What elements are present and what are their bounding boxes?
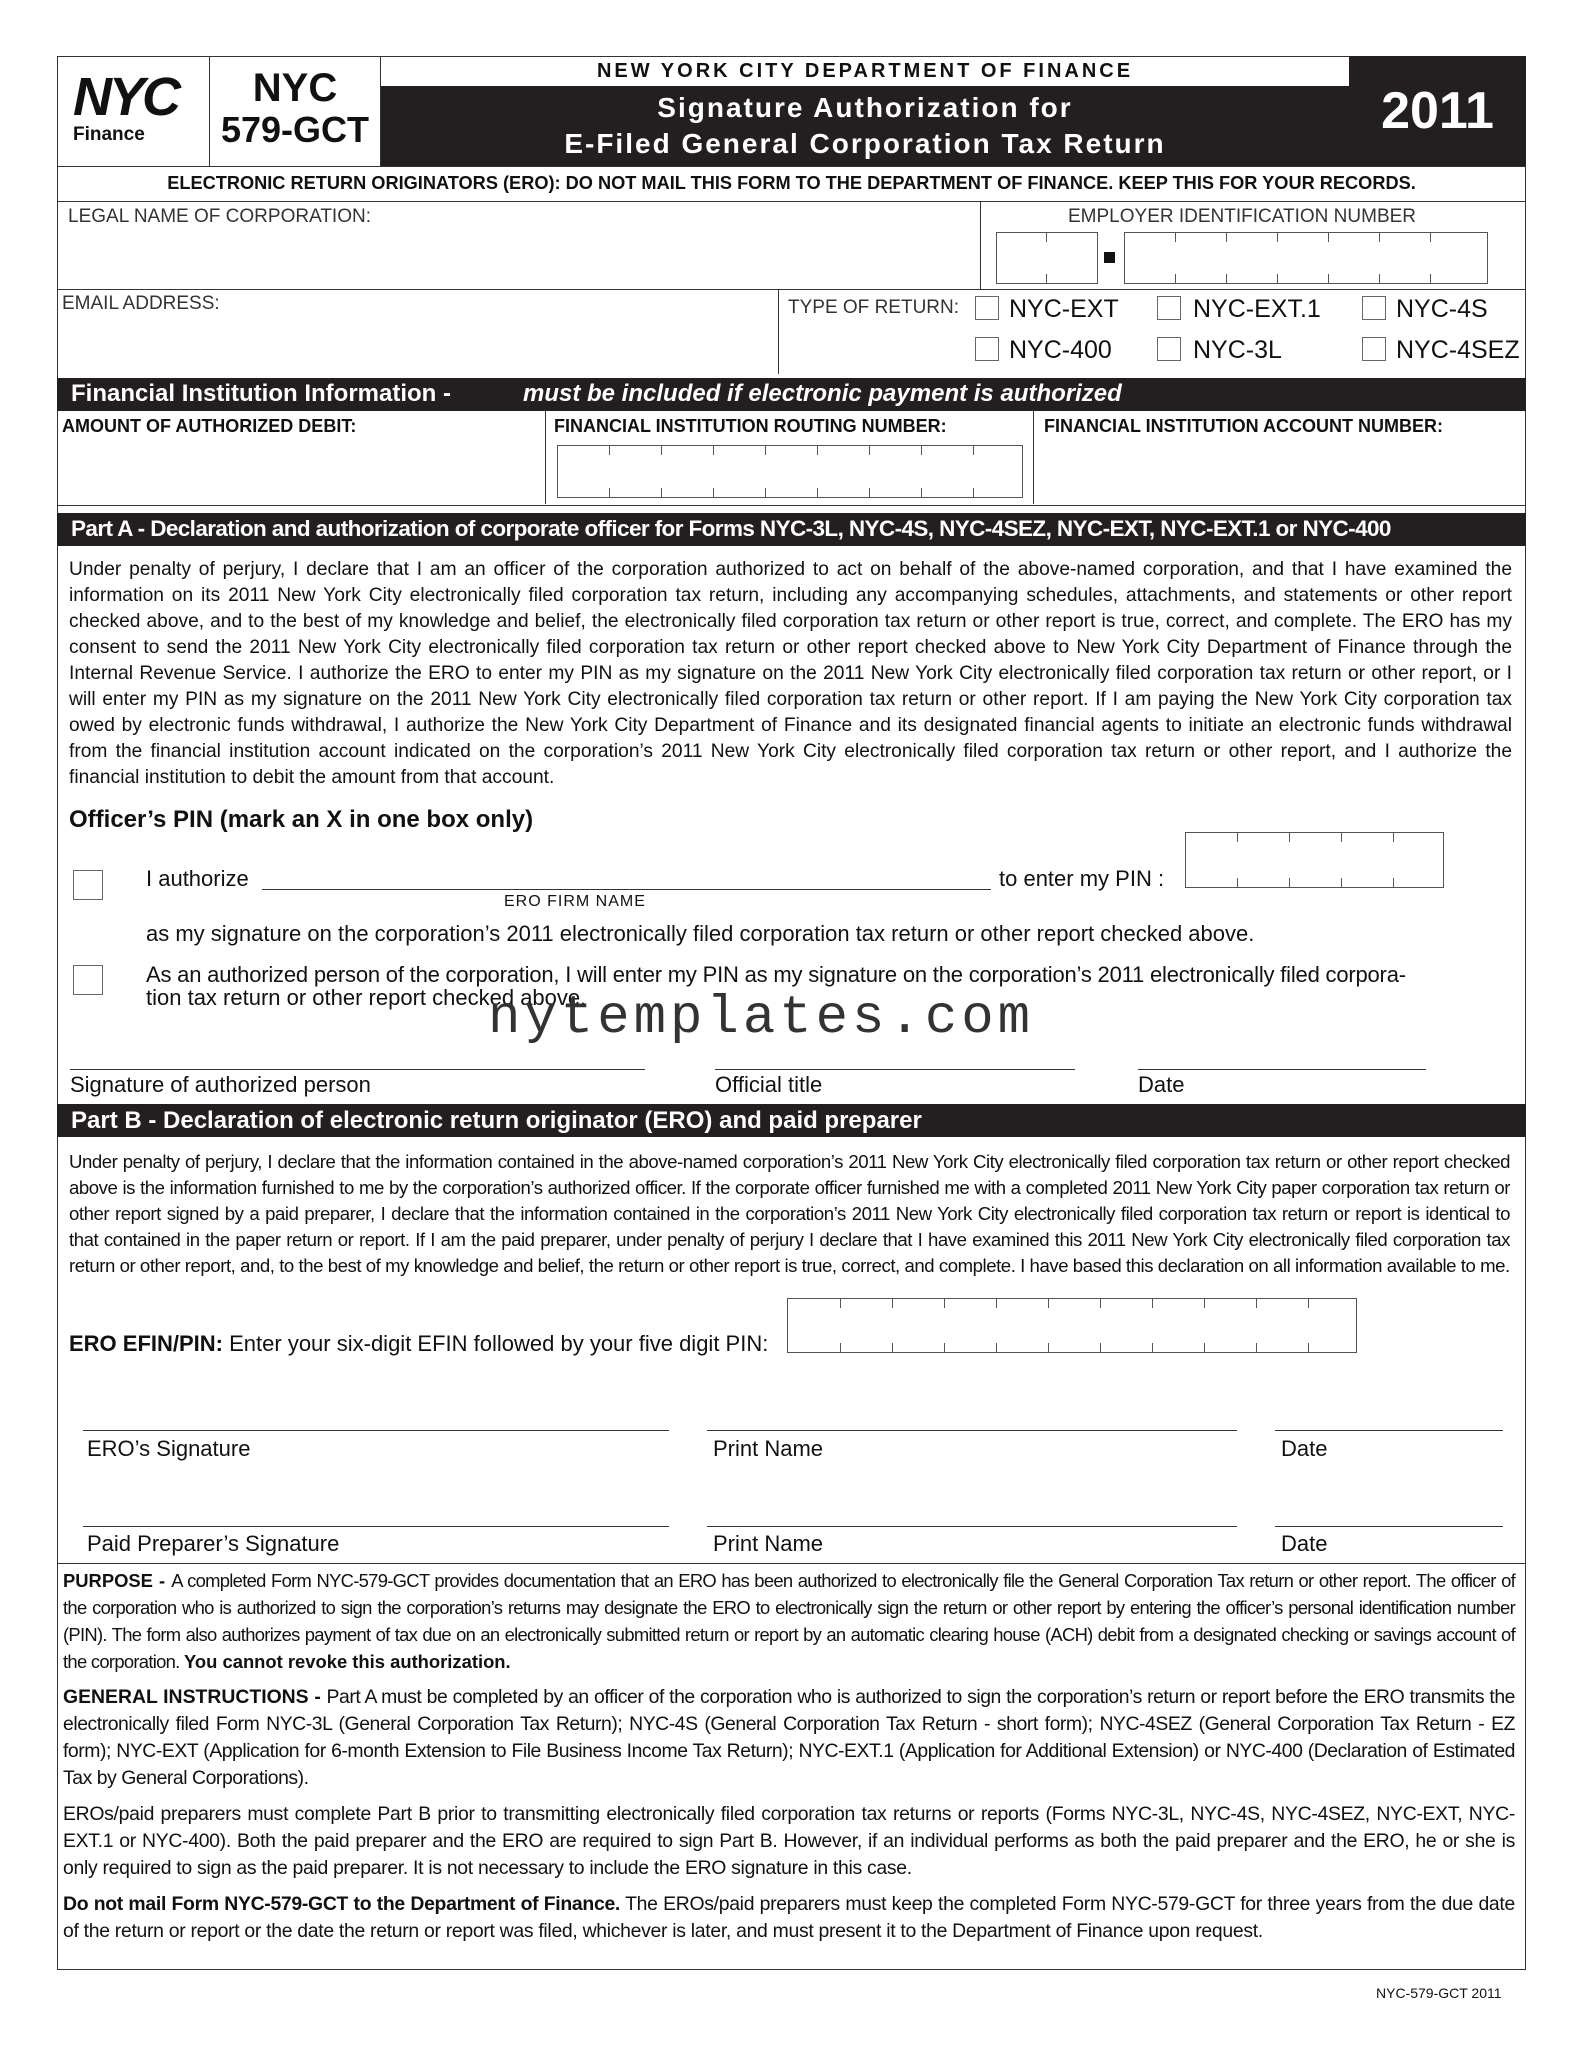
- routing-number-input[interactable]: [557, 445, 1023, 498]
- ero-print-name-line[interactable]: [707, 1430, 1237, 1431]
- officer-date-label: Date: [1138, 1072, 1185, 1097]
- purpose-no-revoke: You cannot revoke this authorization.: [184, 1651, 511, 1672]
- general-instructions-heading: GENERAL INSTRUCTIONS -: [63, 1686, 327, 1708]
- account-label: FINANCIAL INSTITUTION ACCOUNT NUMBER:: [1044, 416, 1443, 436]
- type-nyc-3l: NYC-3L: [1193, 336, 1282, 364]
- checkbox-nyc-4sez[interactable]: [1362, 337, 1386, 361]
- form-title-line1: Signature Authorization for: [657, 92, 1073, 123]
- form-title-band: [381, 86, 1349, 166]
- footer-form-id: NYC-579-GCT 2011: [1376, 1985, 1502, 2001]
- officer-signature-label: Signature of authorized person: [70, 1072, 371, 1097]
- account-field[interactable]: [1044, 444, 1514, 496]
- type-nyc-4sez: NYC-4SEZ: [1396, 336, 1520, 364]
- self-enter-line2: tion tax return or other report checked above.: [146, 985, 587, 1010]
- checkbox-nyc-3l[interactable]: [1157, 337, 1181, 361]
- logo-sub: Finance: [73, 124, 145, 145]
- type-of-return-label: TYPE OF RETURN:: [788, 297, 960, 318]
- ero-print-name-label: Print Name: [713, 1436, 824, 1461]
- form-year-box: [1349, 56, 1526, 166]
- type-nyc-400: NYC-400: [1009, 336, 1112, 364]
- ein-suffix-input[interactable]: [1124, 232, 1488, 284]
- efin-pin-input[interactable]: [787, 1298, 1357, 1353]
- email-field[interactable]: [62, 318, 762, 368]
- part-b-declaration: Under penalty of perjury, I declare that the information contained in the above-named corporation’s 2011 New York City electronically filed corporation tax return or other report checked above is the information furnished to me by the corporation’s authorized officer. If the corporate officer furnished me with a completed 2011 New York City paper corporation tax return or other report signed by a paid preparer, I declare that the information contained in the corporation’s 2011 New York City electronically filed corporation tax return or report is identical to that contained in the paper return or report. If I am the paid preparer, under penalty of perjury I declare that I have examined this 2011 New York City electronically filed corporation tax return or other report, and, to the best of my knowledge and belief, the return or other report is true, correct, and complete. I have based this declaration on all information available to me.: [69, 1151, 1510, 1276]
- purpose-text: A completed Form NYC-579-GCT provides documentation that an ERO has been authorized to electronically file the General Corporation Tax return or other report. The officer of the corporation who is authorized to sign the corporation’s returns may designate the ERO to electronically sign the return or other report by entering the officer’s personal identification number (PIN). The form also authorizes payment of tax due on an electronically submitted return or report by an automatic clearing house (ACH) debit from a designated checking or savings account of the corporation.: [63, 1570, 1516, 1672]
- self-enter-line1: As an authorized person of the corporation, I will enter my PIN as my signature on the corporation’s 2011 electronically filed corpora-: [146, 962, 1406, 987]
- preparer-signature-label: Paid Preparer’s Signature: [87, 1531, 340, 1556]
- general-instructions-paragraph: [63, 1684, 1515, 1792]
- checkbox-nyc-400[interactable]: [975, 337, 999, 361]
- routing-label: FINANCIAL INSTITUTION ROUTING NUMBER:: [554, 416, 947, 436]
- official-title-label: Official title: [715, 1072, 823, 1097]
- preparer-signature-line[interactable]: [83, 1526, 669, 1527]
- ero-firm-name-line[interactable]: [262, 889, 991, 890]
- financial-institution-heading: [57, 378, 1526, 411]
- ein-separator: [1104, 252, 1115, 263]
- part-a-declaration: Under penalty of perjury, I declare that I am an officer of the corporation authorized to act on behalf of the above-named corporation, and that I have examined the information on its 2011 New York City electronically filed corporation tax return, including any accompanying schedules, attachments, and statements or other report checked above, and to the best of my knowledge and belief, the electronically filed corporation tax return or other report is true, correct, and complete. The ERO has my consent to send the 2011 New York City electronically filed corporation tax return or other report checked above to New York City Department of Finance through the Internal Revenue Service. I authorize the ERO to enter my PIN as my signature on the 2011 New York City electronically filed corporation tax return or other report, or I will enter my PIN as my signature on the 2011 New York City electronically filed corporation tax return or other report. If I am paying the New York City corporation tax owed by electronic funds withdrawal, I authorize the New York City Department of Finance and its designated financial agents to initiate an electronic funds withdrawal from the financial institution account indicated on the corporation’s 2011 New York City electronically filed corporation tax return or other report, and I authorize the financial institution to debit the amount from that account.: [69, 559, 1512, 788]
- ero-date-label: Date: [1281, 1436, 1328, 1461]
- form-year: 2011: [1381, 82, 1494, 140]
- type-nyc-ext1: NYC-EXT.1: [1193, 295, 1321, 323]
- officer-signature-line[interactable]: [70, 1069, 645, 1070]
- preparer-print-name-line[interactable]: [707, 1526, 1237, 1527]
- official-title-line[interactable]: [715, 1069, 1075, 1070]
- amount-field[interactable]: [62, 444, 532, 496]
- part-a-heading: [57, 513, 1526, 546]
- purpose-heading: PURPOSE -: [63, 1570, 172, 1591]
- checkbox-nyc-ext1[interactable]: [1157, 296, 1181, 320]
- form-number-line2: 579-GCT: [220, 109, 370, 150]
- form-number-line1: NYC: [252, 66, 338, 110]
- form-title-line2: E-Filed General Corporation Tax Return: [564, 128, 1166, 159]
- checkbox-self-enter-pin[interactable]: [73, 965, 103, 995]
- preparer-print-name-label: Print Name: [713, 1531, 824, 1556]
- checkbox-nyc-4s[interactable]: [1362, 296, 1386, 320]
- ero-date-line[interactable]: [1275, 1430, 1503, 1431]
- checkbox-authorize-ero[interactable]: [73, 870, 103, 900]
- efin-pin-label: [69, 1331, 768, 1357]
- ero-signature-line[interactable]: [83, 1430, 669, 1431]
- efin-pin-bold: ERO EFIN/PIN:: [69, 1331, 224, 1356]
- legal-name-field[interactable]: [62, 230, 972, 284]
- checkbox-nyc-ext[interactable]: [975, 296, 999, 320]
- financial-heading-note: must be included if electronic payment is authorized: [523, 380, 1122, 407]
- financial-heading-main: Financial Institution Information -: [71, 380, 458, 407]
- efin-pin-text: Enter your six-digit EFIN followed by your five digit PIN:: [223, 1331, 769, 1356]
- type-nyc-4s: NYC-4S: [1396, 295, 1488, 323]
- department-name: NEW YORK CITY DEPARTMENT OF FINANCE: [596, 60, 1134, 82]
- ein-label: EMPLOYER IDENTIFICATION NUMBER: [1068, 206, 1417, 227]
- ein-prefix-input[interactable]: [996, 232, 1098, 284]
- watermark: nytemplates.com: [488, 988, 1035, 1049]
- form-number: [210, 56, 381, 166]
- do-not-mail-heading: Do not mail Form NYC-579-GCT to the Department of Finance.: [63, 1893, 621, 1915]
- eros-text: EROs/paid preparers must complete Part B prior to transmitting electronically filed corporation tax returns or reports (Forms NYC-3L, NYC-4S, NYC-4SEZ, NYC-EXT, NYC-EXT.1 or NYC-400). Both the paid preparer and the ERO are required to sign Part B. However, if an individual performs as both the paid preparer and the ERO, he or she is only required to sign as the paid preparer. It is not necessary to include the ERO signature in this case.: [63, 1803, 1515, 1879]
- part-a-heading-text: Part A - Declaration and authorization of corporate officer for Forms NYC-3L, NYC-4S, NYC-4SEZ, NYC-EXT, NYC-EXT.1 or NYC-400: [71, 516, 1391, 541]
- ero-signature-label: ERO’s Signature: [87, 1436, 251, 1461]
- officer-pin-heading: Officer’s PIN (mark an X in one box only): [69, 806, 534, 833]
- authorize-signature-text: as my signature on the corporation’s 2011 electronically filed corporation tax return or other report checked above.: [146, 921, 1255, 946]
- nyc-finance-logo: [57, 56, 210, 166]
- type-nyc-ext: NYC-EXT: [1009, 295, 1119, 323]
- part-b-heading-text: Part B - Declaration of electronic return originator (ERO) and paid preparer: [71, 1107, 922, 1134]
- officer-pin-input[interactable]: [1185, 832, 1444, 888]
- preparer-date-line[interactable]: [1275, 1526, 1503, 1527]
- enter-pin-text: to enter my PIN :: [999, 866, 1165, 891]
- eros-paragraph: [63, 1801, 1515, 1882]
- ero-notice: ELECTRONIC RETURN ORIGINATORS (ERO): DO NOT MAIL THIS FORM TO THE DEPARTMENT OF FINANCE. KEEP THIS FOR YOUR RECORDS.: [167, 173, 1416, 193]
- authorize-text: I authorize: [146, 866, 249, 891]
- purpose-paragraph: [63, 1567, 1515, 1675]
- officer-date-line[interactable]: [1138, 1069, 1426, 1070]
- legal-name-label: LEGAL NAME OF CORPORATION:: [68, 206, 371, 227]
- do-not-mail-text: The EROs/paid preparers must keep the completed Form NYC-579-GCT for three years from the due date of the return or report or the date the return or report was filed, whichever is later, and must present it to the Department of Finance upon request.: [63, 1893, 1515, 1942]
- logo-text: NYC: [73, 67, 179, 127]
- amount-label: AMOUNT OF AUTHORIZED DEBIT:: [62, 416, 357, 436]
- ero-firm-name-caption: ERO FIRM NAME: [504, 893, 646, 910]
- general-instructions-text: Part A must be completed by an officer of the corporation who is authorized to sign the corporation’s return or report before the ERO transmits the electronically filed Form NYC-3L (General Corporation Tax Return); NYC-4S (General Corporation Tax Return - short form); NYC-4SEZ (General Corporation Tax Return - EZ form); NYC-EXT (Application for 6-month Extension to File Business Income Tax Return); NYC-EXT.1 (Application for Additional Extension) or NYC-400 (Declaration of Estimated Tax by General Corporations).: [63, 1686, 1515, 1789]
- email-label: EMAIL ADDRESS:: [62, 293, 220, 314]
- part-b-heading: [57, 1104, 1526, 1137]
- preparer-date-label: Date: [1281, 1531, 1328, 1556]
- do-not-mail-paragraph: [63, 1891, 1515, 1945]
